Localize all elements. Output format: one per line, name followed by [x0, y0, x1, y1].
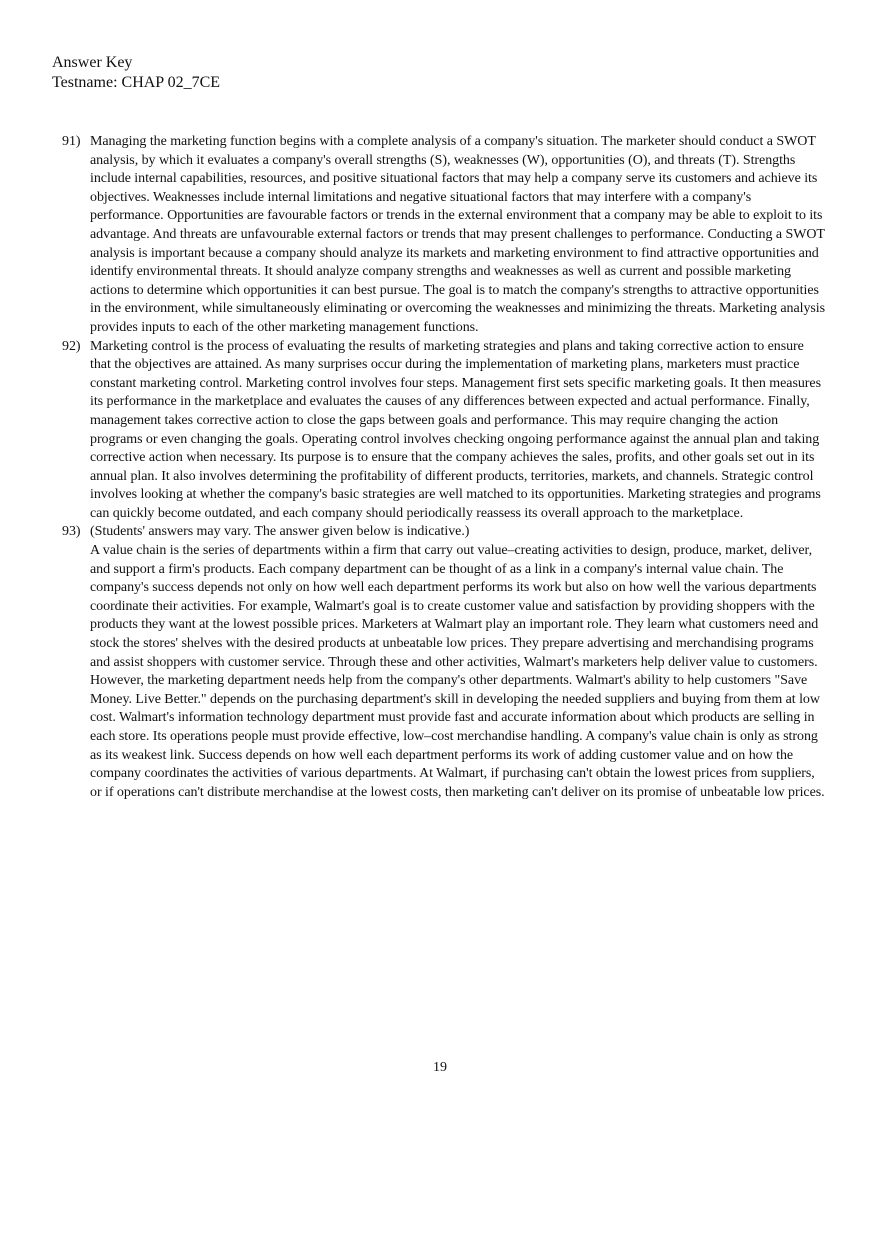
answer-list: [62, 133, 828, 802]
answer-body: [90, 338, 828, 524]
answer-text: Managing the marketing function begins with a complete analysis of a company's situation. The marketer should conduct a SWOT analysis, by which it evaluates a company's overall strengths (S), weaknesses (W), opportunities (O), and threats (T). Strengths include internal capabilities, resources, and positive situational factors that may help a company serve its customers and achieve its objectives. Weaknesses include internal limitations and negative situational factors that may interfere with a company's performance. Opportunities are favourable factors or trends in the external environment that a company may be able to exploit to its advantage. And threats are unfavourable external factors or trends that may present challenges to performance. Conducting a SWOT analysis is important because a company should analyze its markets and marketing environment to find attractive opportunities and identify environmental threats. It should analyze company strengths and weaknesses as well as current and possible marketing actions to determine which opportunities it can best pursue. The goal is to match the company's strengths to attractive opportunities in the environment, while simultaneously eliminating or overcoming the weaknesses and minimizing the threats. Marketing analysis provides inputs to each of the other marketing management functions.: [90, 134, 826, 335]
answer-text: Marketing control is the process of evaluating the results of marketing strategies and plans and taking corrective action to ensure that the objectives are attained. As many surprises occur during the implementation of marketing plans, marketers must practice constant marketing control. Marketing control involves four steps. Management first sets specific marketing goals. It then measures its performance in the marketplace and evaluates the causes of any differences between expected and actual performance. Finally, management takes corrective action to close the gaps between goals and performance. This may require changing the action programs or even changing the goals. Operating control involves checking ongoing performance against the annual plan and taking corrective action when necessary. Its purpose is to ensure that the company achieves the sales, profits, and other goals set out in its annual plan. It also involves determining the profitability of different products, territories, markets, and channels. Strategic control involves looking at whether the company's basic strategies are well matched to its opportunities. Marketing strategies and programs can quickly become outdated, and each company should periodically reassess its overall approach to the marketplace.: [90, 338, 821, 521]
answer-body: [90, 523, 828, 802]
answer-number: 91): [62, 134, 81, 149]
page-number: 19: [433, 1060, 447, 1075]
answer-number: 93): [62, 524, 81, 540]
test-name: Testname: CHAP 02_7CE: [52, 74, 221, 91]
answer-item-92: [62, 338, 828, 524]
answer-text: A value chain is the series of departments within a firm that carry out value–creating activities to design, produce, market, deliver, and support a firm's products. Each company department can be thought of as a link in a company's internal value chain. The company's success depends not only on how well each department performs its work but also on how well the various departments coordinate their activities. For example, Walmart's goal is to create customer value and satisfaction by providing shoppers with the products they want at the lowest possible prices. Marketers at Walmart play an important role. They learn what customers need and stock the stores' shelves with the desired products at unbeatable low prices. They prepare advertising and merchandising programs and assist shoppers with customer service. Through these and other activities, Walmart's marketers help deliver value to customers. However, the marketing department needs help from the company's other departments. Walmart's ability to help customers "Save Money. Live Better." depends on the purchasing department's skill in developing the needed suppliers and buying from them at low cost. Walmart's information technology department must provide fast and accurate information about which products are selling in each store. Its operations people must provide effective, low–cost merchandise handling. A company's value chain is only as strong as its weakest link. Success depends on how well each department performs its work of adding customer value and on how the company coordinates the activities of various departments. At Walmart, if purchasing can't obtain the lowest prices from suppliers, or if operations can't distribute merchandise at the lowest costs, then marketing can't deliver on its promise of unbeatable low prices.: [90, 543, 825, 800]
answer-number: 92): [62, 338, 81, 354]
document-header: [52, 53, 220, 93]
document-title: Answer Key: [52, 54, 133, 71]
answer-item-91: [62, 133, 828, 338]
answer-note: (Students' answers may vary. The answer given below is indicative.): [90, 524, 470, 540]
answer-body: [90, 133, 828, 338]
answer-item-93: [62, 523, 828, 802]
